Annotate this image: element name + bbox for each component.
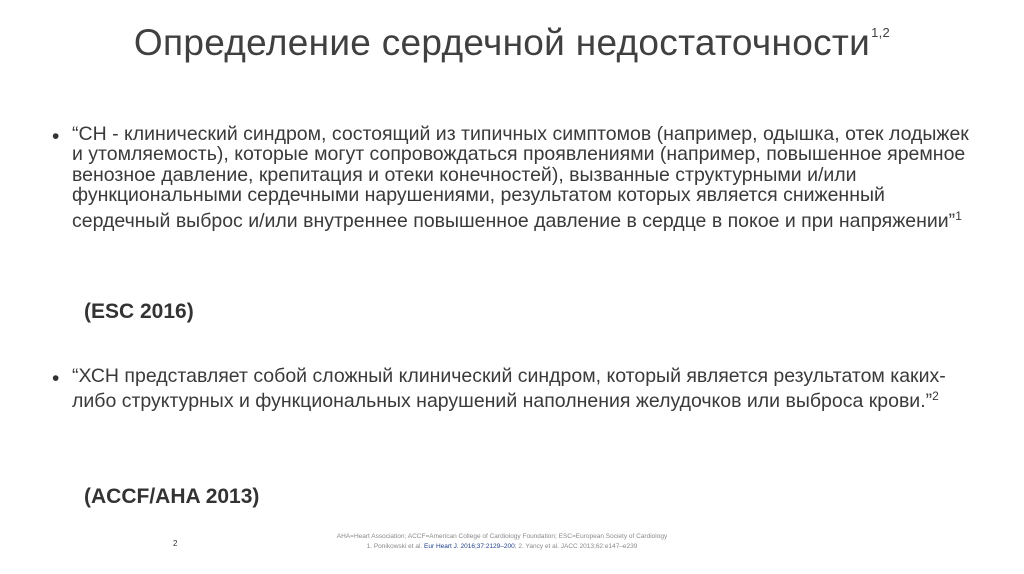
definition-accf-aha [72, 366, 972, 412]
footer-citations [292, 542, 712, 552]
slide-title [0, 22, 1024, 64]
slide-number: 2 [173, 539, 178, 548]
footer-ref2: ; 2. Yancy et al. JACC 2013;62:e147–e239 [514, 543, 638, 550]
definition-esc-sup: 1 [955, 208, 962, 223]
definition-accf-aha-sup: 2 [932, 389, 939, 404]
bullet-2-icon: • [52, 367, 60, 390]
footer-references [292, 532, 712, 552]
bullet-1-icon: • [52, 125, 60, 148]
footer-ref1-prefix: 1. Ponikowski et al. [366, 543, 425, 550]
definition-esc-text: “СН - клинический синдром, состоящий из типичных симптомов (например, одышка, отек лодыжек и утомляемость), которые могут сопровождаться проявлениями (например, повышенное яремное венозное давление, крепитация и отеки конечностей), вызванные структурными и/или функциональными сердечными нарушениями, результатом которых является сниженный сердечный выброс и/или внутреннее повышенное давление в сердце в покое и при напряжении” [72, 123, 969, 232]
definition-esc [72, 124, 972, 231]
source-esc: (ESC 2016) [84, 300, 194, 323]
slide-title-text: Определение сердечной недостаточности [133, 22, 871, 63]
definition-accf-aha-text: “ХСН представляет собой сложный клинический синдром, который является результатом каких-либо структурных и функциональных нарушений наполнения желудочков или выброса крови.” [72, 365, 946, 413]
source-accf-aha: (ACCF/AHA 2013) [84, 485, 260, 508]
footer-ref1-link[interactable]: Eur Heart J. 2016;37:2129–200 [424, 543, 515, 550]
title-reference-sup: 1,2 [871, 25, 891, 40]
footer-abbreviations: AHA=Heart Association; ACCF=American College of Cardiology Foundation; ESC=European Society of Cardiology [336, 533, 668, 540]
